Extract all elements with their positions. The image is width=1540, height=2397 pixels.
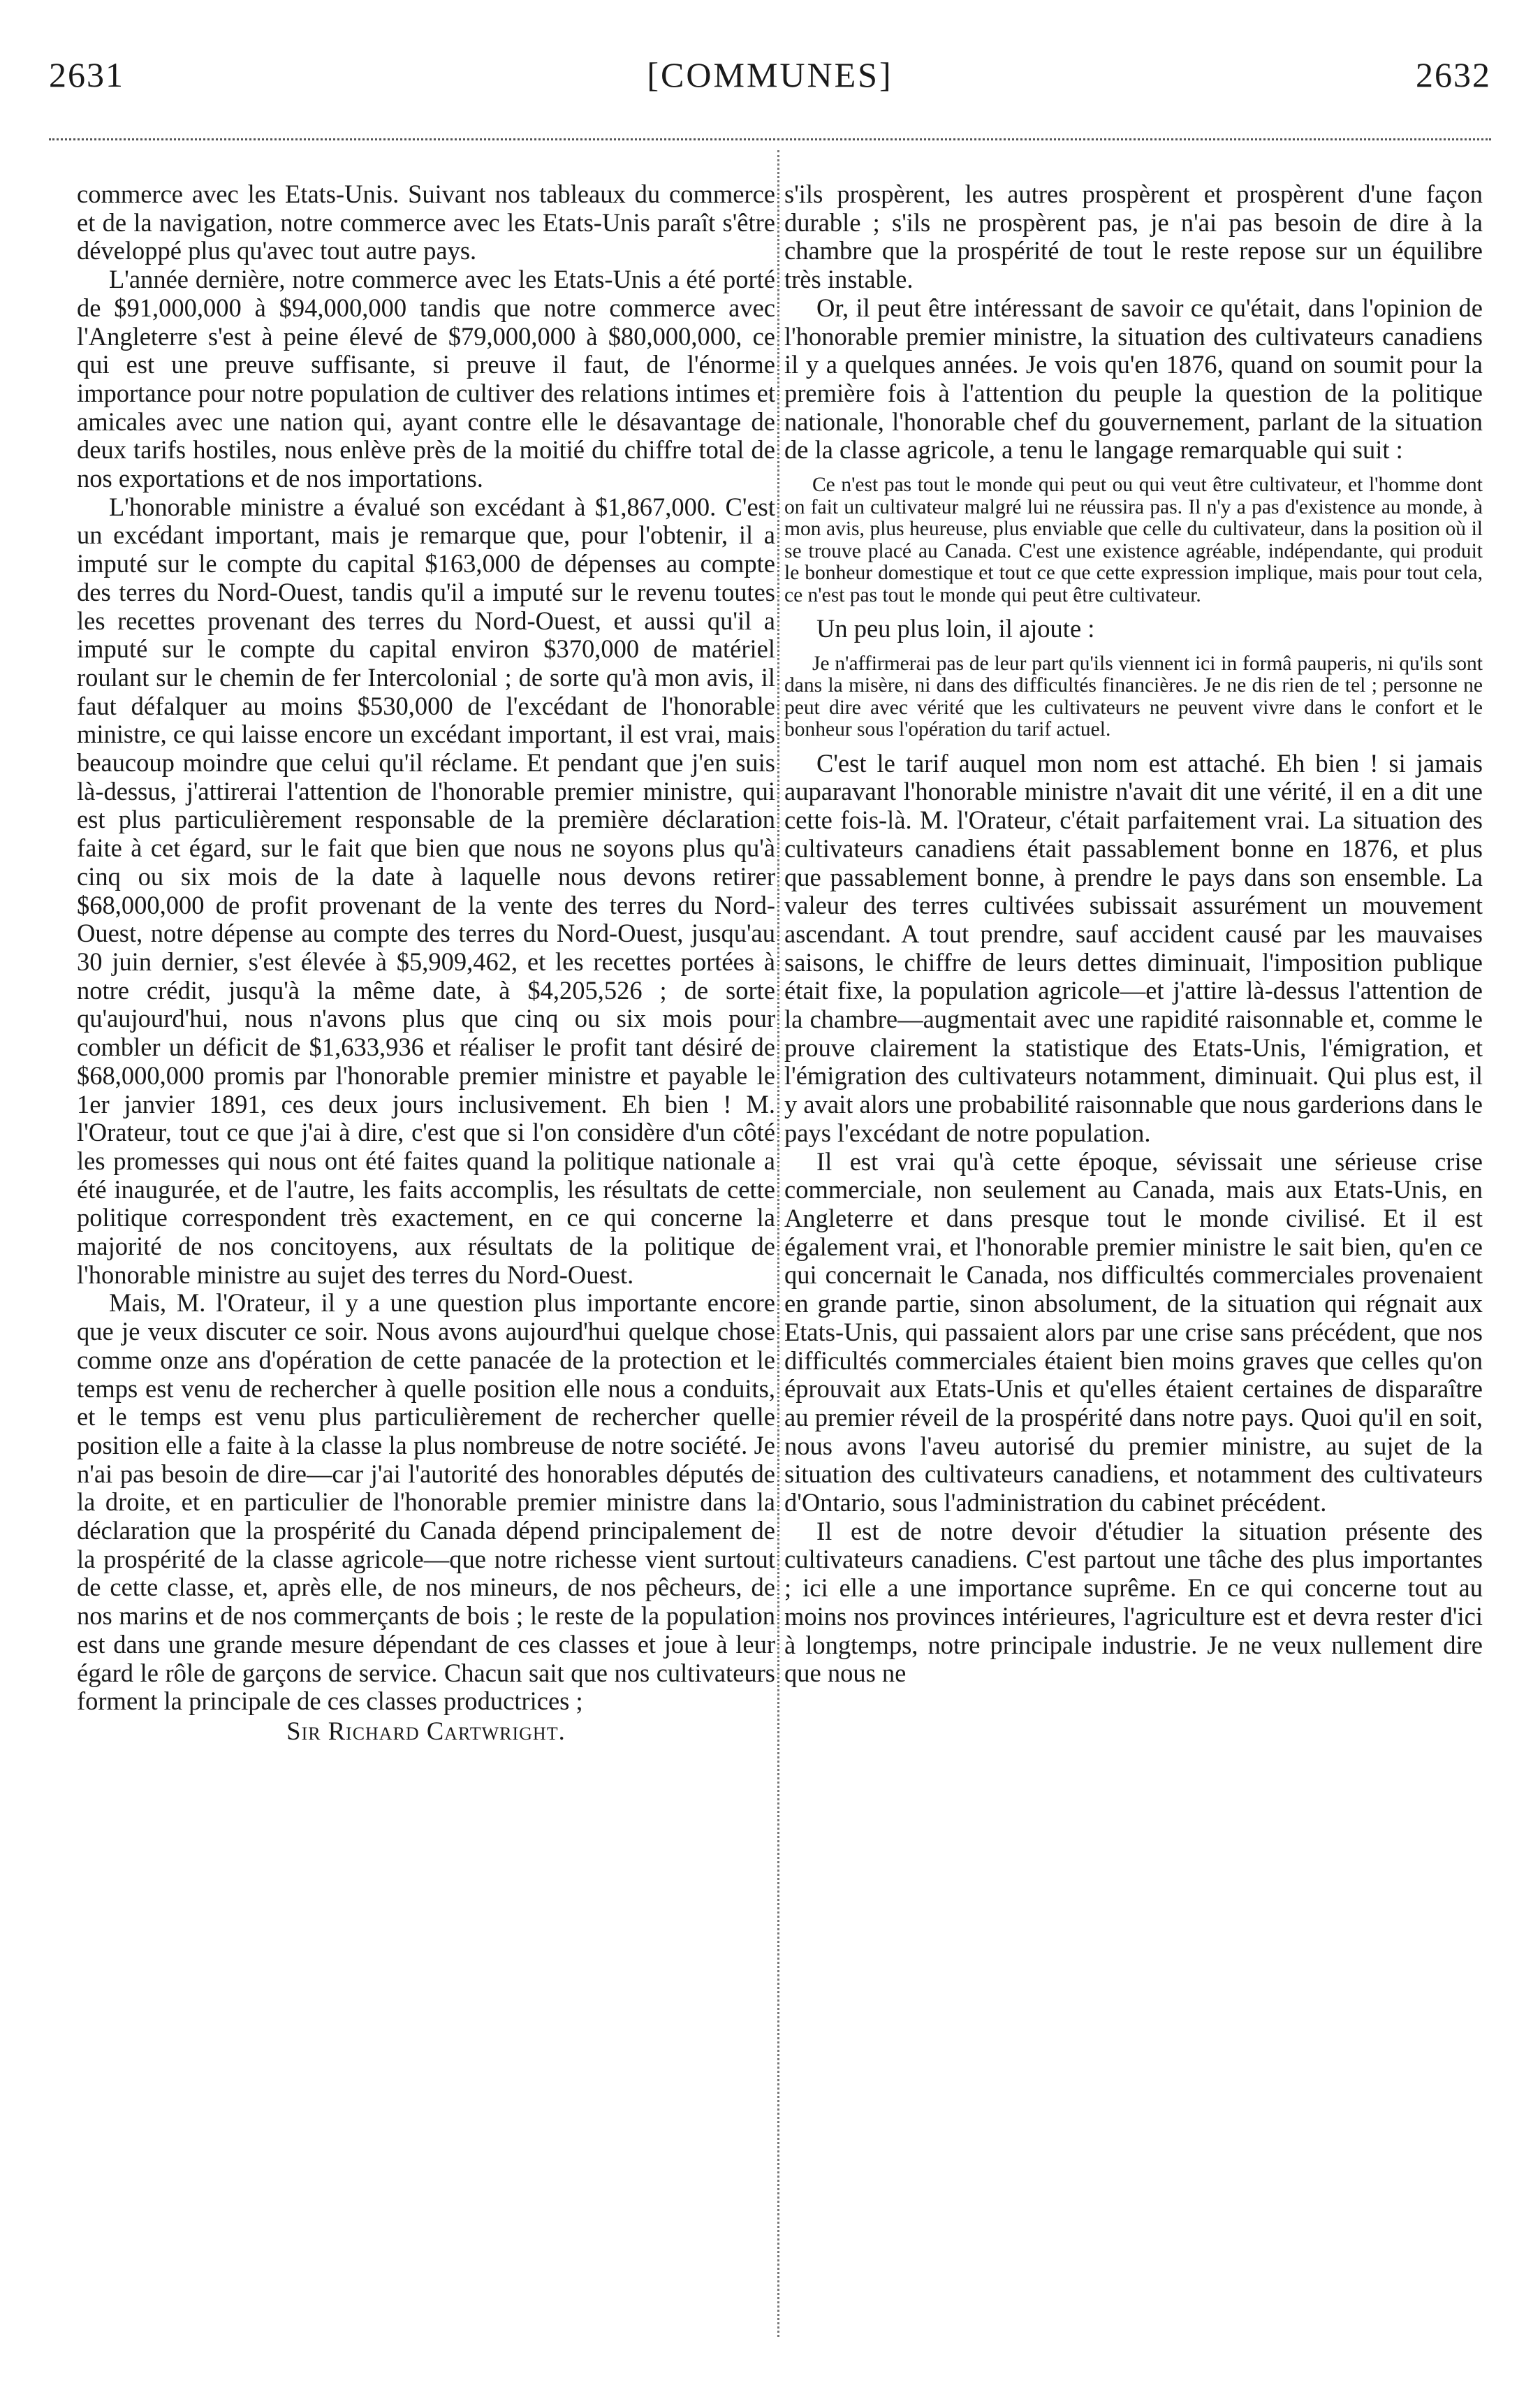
block-quote: Ce n'est pas tout le monde qui peut ou qui veut être cultivateur, et l'homme dont on fait un cultivateur malgré lui ne réussira pas. Il n'y a pas d'existence au monde, à mon avis, plus heureuse, plus enviable que celle du cultivateur, dans la position où il se trouve placé au Canada. C'est une existence agréable, indépendante, qui produit le bonheur domestique et tout ce que cette expression implique, mais pour tout cela, ce n'est pas tout le monde qui peut être cultivateur. <box>784 474 1483 606</box>
paragraph: C'est le tarif auquel mon nom est attaché. Eh bien ! si jamais auparavant l'honorable ministre n'avait dit une vérité, il en a dit une cette fois-là. M. l'Orateur, c'était parfaitement vrai. La situation des cultivateurs canadiens était passablement bonne en 1876, et plus que passablement bonne, à prendre le pays dans son ensemble. La valeur des terres cultivées subissait assurément un mouvement ascendant. A tout prendre, sauf accident causé par les mauvaises saisons, le chiffre de leurs dettes diminuait, l'imposition publique était fixe, la population agricole—et j'attire là-dessus l'attention de la chambre—augmentait avec une rapidité raisonnable et, comme le prouve clairement la statistique des Etats-Unis, l'émigration, et l'émigration des cultivateurs notamment, diminuait. Qui plus est, il y avait alors une probabilité raisonnable que nous garderions dans le pays l'excédant de notre population. <box>784 748 1483 1147</box>
paragraph: L'année dernière, notre commerce avec les Etats-Unis a été porté de $91,000,000 à $94,000,000 tandis que notre commerce avec l'Angleterre s'est à peine élevé de $79,000,000 à $80,000,000, ce qui est une preuve suffisante, si preuve il faut, de l'énorme importance pour notre population de cultiver des relations intimes et amicales avec une nation qui, ayant contre elle le désavantage de deux tarifs hostiles, nous enlève près de la moitié du chiffre total de nos exportations et de nos importations. <box>77 265 775 493</box>
running-title: [COMMUNES] <box>647 55 893 94</box>
paragraph: Or, il peut être intéressant de savoir ce qu'était, dans l'opinion de l'honorable premier ministre, la situation des cultivateurs canadiens il y a quelques années. Je vois qu'en 1876, quand on soumit pour la première fois à l'attention du peuple la question de la politique nationale, l'honorable chef du gouvernement, parlant de la situation de la classe agricole, a tenu le langage remarquable qui suit : <box>784 293 1483 465</box>
column-divider <box>777 150 779 2337</box>
paragraph: Un peu plus loin, il ajoute : <box>816 614 1095 643</box>
left-column <box>77 180 775 2346</box>
header-rule <box>49 138 1491 140</box>
paragraph: commerce avec les Etats-Unis. Suivant nos tableaux du commerce et de la navigation, notre commerce avec les Etats-Unis paraît s'être développé plus qu'avec tout autre pays. <box>77 180 775 265</box>
paragraph: L'honorable ministre a évalué son excédant à $1,867,000. C'est un excédant important, mais je remarque que, pour l'obtenir, il a imputé sur le compte du capital $163,000 de dépenses au compte des terres du Nord-Ouest, tandis qu'il a imputé sur le revenu toutes les recettes provenant des terres du Nord-Ouest, et aussi qu'il a imputé sur le compte du capital environ $370,000 de matériel roulant sur le chemin de fer Intercolonial ; de sorte qu'à mon avis, il faut défalquer au moins $530,000 de l'excédant de l'honorable ministre, ce qui laisse encore un excédant important, il est vrai, mais beaucoup moindre que celui qu'il réclame. Et pendant que j'en suis là-dessus, j'attirerai l'attention de l'honorable premier ministre, qui est plus particulièrement responsable de la première déclaration faite à cet égard, sur le fait que bien que nous ne soyons plus qu'à cinq ou six mois de la date à laquelle nous devons retirer $68,000,000 de profit provenant de la vente des terres du Nord-Ouest, notre dépense au compte des terres du Nord-Ouest, jusqu'au 30 juin dernier, s'est élevée à $5,909,462, et les recettes portées à notre crédit, jusqu'à la même date, à $4,205,526 ; de sorte qu'aujourd'hui, nous n'avons plus que cinq ou six mois pour combler un déficit de $1,633,936 et réaliser le profit tant désiré de $68,000,000 promis par l'honorable premier ministre et payable le 1er janvier 1891, ces deux jours inclusivement. Eh bien ! M. l'Orateur, tout ce que j'ai à dire, c'est que si l'on considère d'un côté les promesses qui nous ont été faites quand la politique nationale a été inaugurée, et de l'autre, les faits accomplis, les résultats de cette politique correspondent très exactement, en ce qui concerne la majorité de nos concitoyens, aux résultats de la politique de l'honorable ministre au sujet des terres du Nord-Ouest. <box>77 492 775 1289</box>
right-column <box>784 180 1483 2346</box>
speaker-signature: Sir Richard Cartwright. <box>286 1716 566 1745</box>
right-page-number: 2632 <box>1416 55 1491 94</box>
paragraph: s'ils prospèrent, les autres prospèrent et prospèrent d'une façon durable ; s'ils ne prospèrent pas, je n'ai pas besoin de dire à la chambre que la prospérité de tout le reste repose sur un équilibre très instable. <box>784 180 1483 294</box>
left-page-number: 2631 <box>49 55 124 94</box>
paragraph: Mais, M. l'Orateur, il y a une question plus importante encore que je veux discuter ce soir. Nous avons aujourd'hui quelque chose comme onze ans d'opération de cette panacée de la protection et le temps est venu de rechercher à quelle position elle nous a conduits, et le temps est venu plus particulièrement de rechercher quelle position elle a faite à la classe la plus nombreuse de notre société. Je n'ai pas besoin de dire—car j'ai l'autorité des honorables députés de la droite, et en particulier de l'honorable premier ministre dans la déclaration que la prospérité du Canada dépend principalement de la prospérité de la classe agricole—que notre richesse vient surtout de cette classe, et, après elle, de nos mineurs, de nos pêcheurs, de nos marins et de nos commerçants de bois ; le reste de la population est dans une grande mesure dépendant de ces classes et joue à leur égard le rôle de garçons de service. Chacun sait que nos cultivateurs forment la principale de ces classes productrices ; <box>77 1288 775 1716</box>
paragraph: Il est vrai qu'à cette époque, sévissait une sérieuse crise commerciale, non seulement au Canada, mais aux Etats-Unis, en Angleterre et dans presque tout le monde civilisé. Et il est également vrai, et l'honorable premier ministre le sait bien, qu'en ce qui concernait le Canada, nos difficultés commerciales provenaient en grande partie, sinon absolument, de la situation qui régnait aux Etats-Unis, qui passaient alors par une crise sans précédent, que nos difficultés commerciales étaient bien moins graves que celles qu'on éprouvait aux Etats-Unis et qu'elles étaient certaines de disparaître au premier réveil de la prospérité dans notre pays. Quoi qu'il en soit, nous avons l'aveu autorisé du premier ministre, au sujet de la situation des cultivateurs canadiens, et notamment des cultivateurs d'Ontario, sous l'administration du cabinet précédent. <box>784 1146 1483 1517</box>
paragraph: Il est de notre devoir d'étudier la situation présente des cultivateurs canadiens. C'est partout une tâche des plus importantes ; ici elle a une importance suprême. En ce qui concerne tout au moins nos provinces intérieures, l'agriculture est et devra rester d'ici à longtemps, notre principale industrie. Je ne veux nullement dire que nous ne <box>784 1516 1483 1688</box>
block-quote: Je n'affirmerai pas de leur part qu'ils viennent ici in formâ pauperis, ni qu'ils sont dans la misère, ni dans des difficultés financières. Je ne dis rien de tel ; personne ne peut dire avec vérité que les cultivateurs ne peuvent vivre dans le confort et le bonheur sous l'opération du tarif actuel. <box>784 652 1483 741</box>
page-header <box>42 39 1498 102</box>
